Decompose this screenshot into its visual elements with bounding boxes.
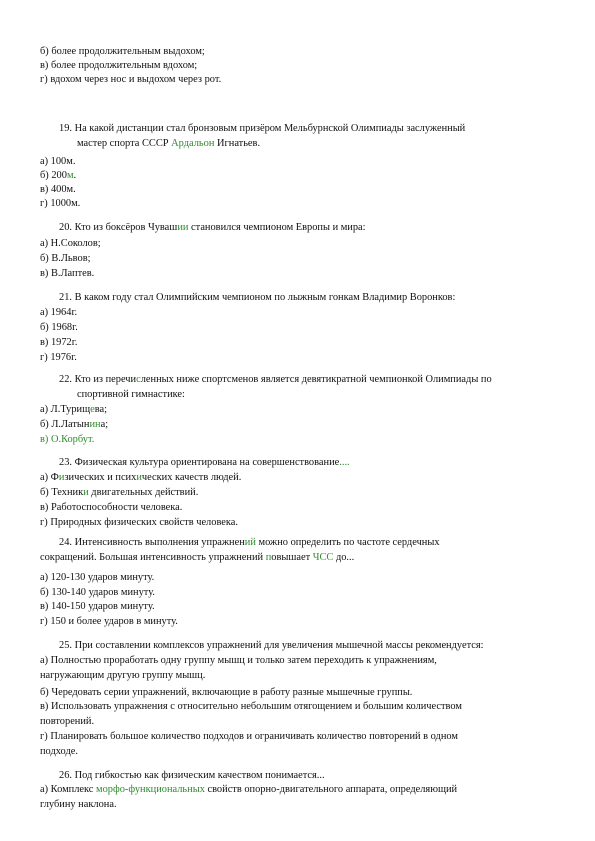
text-line xyxy=(40,183,76,196)
text-run: мастер спорта СССР xyxy=(77,138,172,149)
text-line xyxy=(40,516,238,529)
text-run: г) 1976г. xyxy=(40,352,77,363)
text-run: а) Л.Турищ xyxy=(40,404,91,415)
text-run: и xyxy=(136,472,142,483)
text-run: б) 200 xyxy=(40,170,67,181)
text-line xyxy=(40,267,94,280)
text-run: а; xyxy=(100,419,109,430)
text-line xyxy=(40,715,94,728)
text-line xyxy=(59,291,455,304)
text-run: м xyxy=(66,170,74,181)
text-run: г) Планировать большое количество подходов и ограничивать количество повторений в одном xyxy=(40,731,458,742)
text-run: б) В.Львов; xyxy=(40,253,91,264)
text-line xyxy=(40,252,90,265)
text-line xyxy=(40,403,107,416)
text-run: 23. Физическая культура ориентирована на совершенствование xyxy=(59,457,340,468)
text-run: а) 1964г. xyxy=(40,307,78,318)
text-run: а) Н.Соколов; xyxy=(40,238,101,249)
text-run: ий xyxy=(244,537,256,548)
text-line xyxy=(40,169,76,182)
text-line xyxy=(40,237,101,250)
text-line xyxy=(40,155,75,168)
text-line xyxy=(40,783,457,796)
text-run: б) 1968г. xyxy=(40,322,78,333)
text-run: ии xyxy=(177,222,189,233)
text-run: до... xyxy=(333,552,355,563)
text-line xyxy=(40,45,205,58)
text-line xyxy=(40,306,77,319)
text-run: 24. Интенсивность выполнения упражнен xyxy=(59,537,245,548)
text-run: Ардальон xyxy=(171,138,215,149)
text-run: 21. В каком году стал Олимпийским чемпионом по лыжным гонкам Владимир Воронков: xyxy=(59,292,456,303)
text-run: повторений. xyxy=(40,716,95,727)
text-run: подходе. xyxy=(40,746,78,757)
text-run: г) 1000м. xyxy=(40,198,81,209)
text-run: Игнатьев. xyxy=(214,138,261,149)
text-line xyxy=(77,137,260,150)
text-run: г) 150 и более ударов в минуту. xyxy=(40,616,178,627)
text-line xyxy=(40,654,437,667)
text-run: б) Техник xyxy=(40,487,84,498)
text-line xyxy=(40,321,78,334)
text-line xyxy=(40,336,77,349)
text-line xyxy=(40,730,458,743)
text-run: .... xyxy=(339,457,350,468)
text-line xyxy=(40,669,205,682)
text-run: 26. Под гибкостью как физическим качеством понимается... xyxy=(59,770,325,781)
text-line xyxy=(40,551,354,564)
text-run: ин xyxy=(89,419,101,430)
text-run: б) 130-140 ударов минуту. xyxy=(40,587,155,598)
text-run: овышает xyxy=(271,552,313,563)
text-run: становился чемпионом Европы и мира: xyxy=(188,222,366,233)
text-run: а) Полностью проработать одну группу мышц и только затем переходить к упражнениям, xyxy=(40,655,437,666)
text-line xyxy=(40,586,155,599)
text-run: е xyxy=(90,404,95,415)
text-line xyxy=(40,418,108,431)
text-run: б) Л.Латын xyxy=(40,419,90,430)
text-run: в) О.Корбут. xyxy=(40,434,95,445)
text-line xyxy=(40,600,155,613)
text-line xyxy=(40,433,94,446)
text-run: спортивной гимнастике: xyxy=(77,389,185,400)
text-line xyxy=(59,456,350,469)
text-run: а) 100м. xyxy=(40,156,76,167)
text-line xyxy=(40,501,182,514)
text-run: ленных ниже спортсменов является девятикратной чемпионкой Олимпиады по xyxy=(140,374,492,385)
text-run: морфо-функциональных xyxy=(96,784,205,795)
text-line xyxy=(40,486,198,499)
text-line xyxy=(40,571,154,584)
text-run: в) более продолжительным вдохом; xyxy=(40,60,198,71)
text-run: 22. Кто из перечи xyxy=(59,374,137,385)
text-run: в) Использовать упражнения с относительно небольшим отягощением и большим количеством xyxy=(40,701,462,712)
text-run: в) 400м. xyxy=(40,184,76,195)
text-run: с xyxy=(136,374,141,385)
text-run: в) В.Лаптев. xyxy=(40,268,95,279)
text-run: и xyxy=(58,472,65,483)
text-run: в) 140-150 ударов минуту. xyxy=(40,601,155,612)
text-line xyxy=(40,686,412,699)
text-line xyxy=(40,59,197,72)
text-run: глубину наклона. xyxy=(40,799,117,810)
text-line xyxy=(59,221,366,234)
text-line xyxy=(40,73,221,86)
text-run: а) 120-130 ударов минуту. xyxy=(40,572,155,583)
text-run: сокращений. Большая интенсивность упражнений xyxy=(40,552,266,563)
text-run: в) 1972г. xyxy=(40,337,78,348)
text-run: двигательных действий. xyxy=(88,487,199,498)
text-run: б) Чередовать серии упражнений, включающие в работу разные мышечные группы. xyxy=(40,687,413,698)
text-run: ва; xyxy=(94,404,108,415)
text-line xyxy=(40,745,78,758)
text-line xyxy=(59,536,440,549)
text-run: г) Природных физических свойств человека. xyxy=(40,517,238,528)
text-run: свойств опорно-двигательного аппарата, определяющий xyxy=(204,784,458,795)
text-run: в) Работоспособности человека. xyxy=(40,502,183,513)
text-line xyxy=(59,769,325,782)
text-run: 25. При составлении комплексов упражнений для увеличения мышечной массы рекомендуется: xyxy=(59,640,484,651)
text-run: можно определить по частоте сердечных xyxy=(255,537,440,548)
text-line xyxy=(40,798,117,811)
text-run: б) более продолжительным выдохом; xyxy=(40,46,205,57)
text-run: нагружающим другую группу мышц. xyxy=(40,670,206,681)
text-run: 20. Кто из боксёров Чуваш xyxy=(59,222,178,233)
text-line xyxy=(40,615,178,628)
text-run: ческих качеств людей. xyxy=(141,472,242,483)
text-run: зических и псих xyxy=(64,472,137,483)
text-line xyxy=(40,197,80,210)
text-line xyxy=(59,639,484,652)
text-line xyxy=(40,700,462,713)
text-line xyxy=(59,373,492,386)
text-run: п xyxy=(265,552,272,563)
text-run: и xyxy=(83,487,89,498)
text-run: 19. На какой дистанции стал бронзовым призёром Мельбурнской Олимпиады заслуженный xyxy=(59,123,466,134)
text-line xyxy=(59,122,465,135)
text-line xyxy=(77,388,185,401)
text-run: а) Ф xyxy=(40,472,59,483)
text-run: а) Комплекс xyxy=(40,784,97,795)
text-line xyxy=(40,471,241,484)
text-run: г) вдохом через нос и выдохом через рот. xyxy=(40,74,222,85)
text-line xyxy=(40,351,77,364)
text-run: ЧСС xyxy=(312,552,334,563)
text-run: . xyxy=(73,170,77,181)
